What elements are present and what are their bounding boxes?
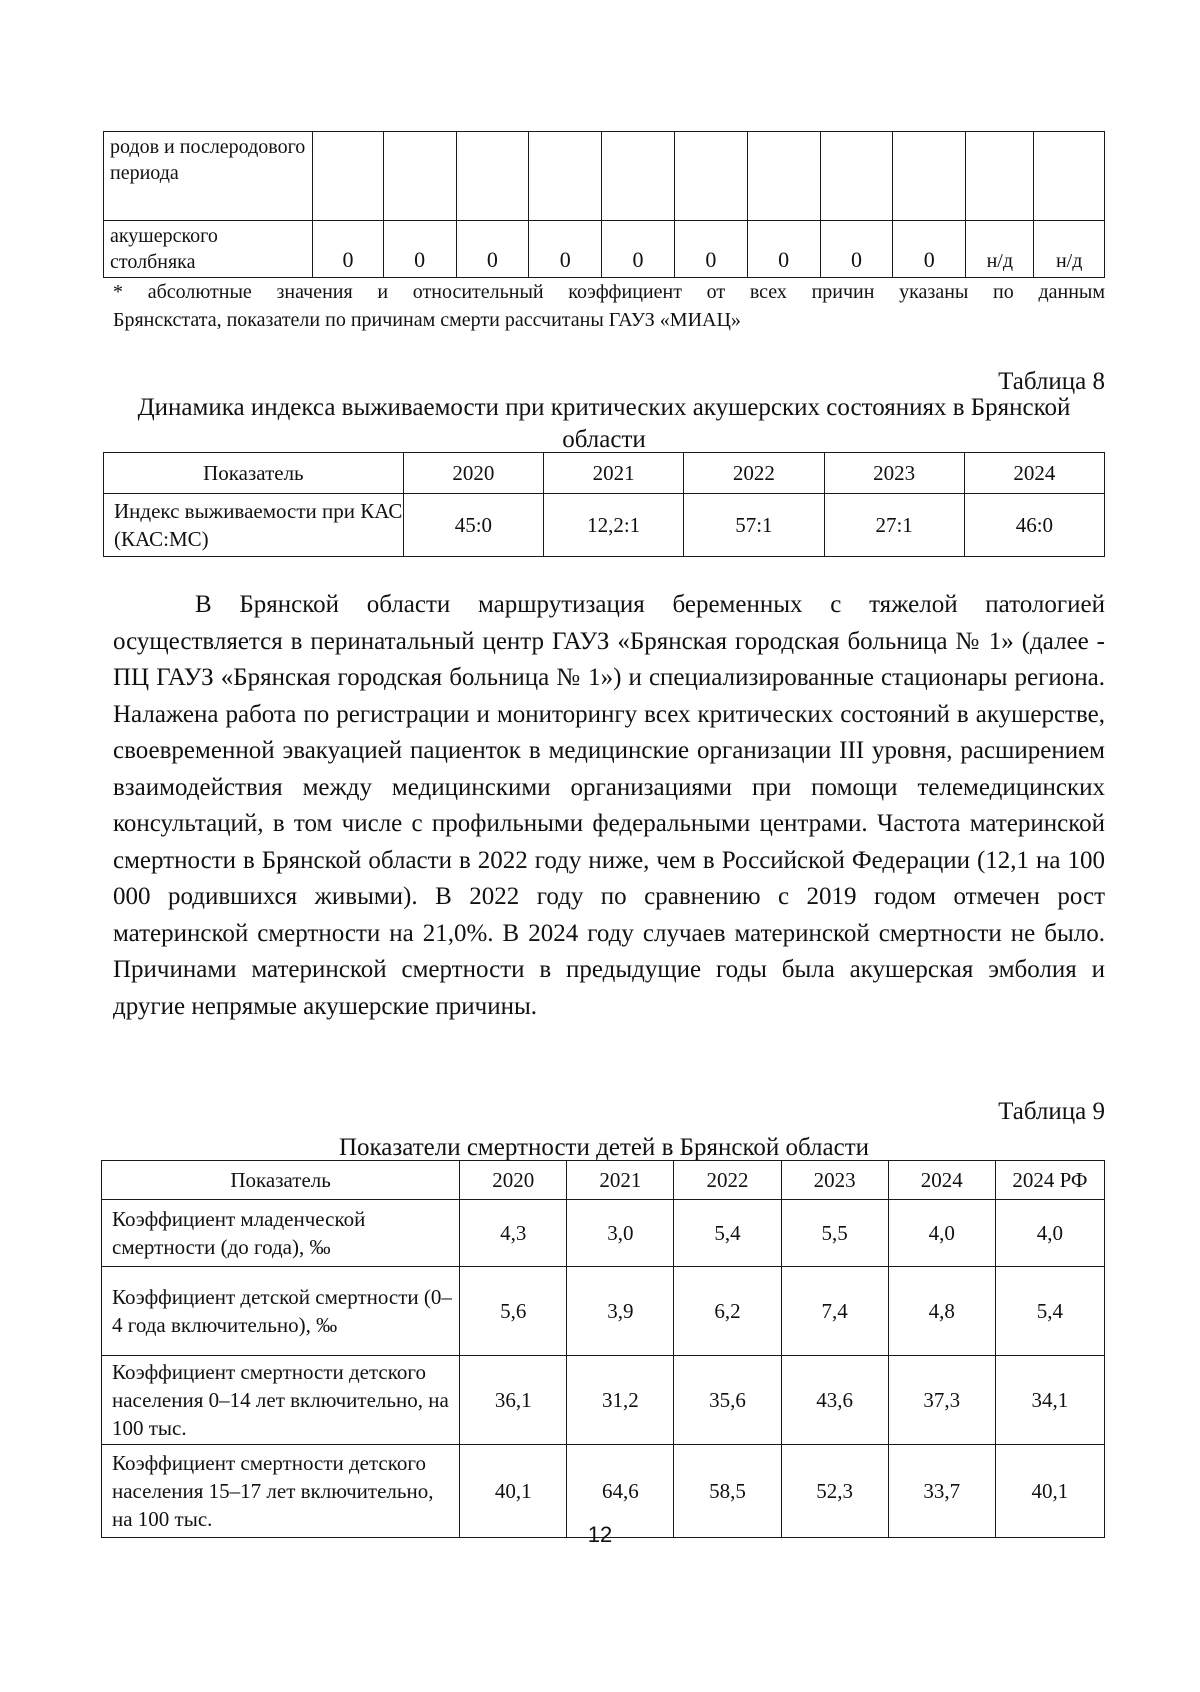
table-cell (674, 132, 747, 221)
table-cell (966, 132, 1034, 221)
table-cell: 37,3 (888, 1356, 995, 1445)
table-cell (456, 132, 529, 221)
table-row (104, 494, 1105, 557)
table-cell: 6,2 (674, 1267, 781, 1356)
row-label: Индекс выживаемости при КАС (КАС:МС) (104, 494, 404, 557)
table-row (104, 221, 1105, 278)
table-cell: 40,1 (460, 1445, 567, 1538)
table-cell: 57:1 (684, 494, 824, 557)
footnote-line: * абсолютные значения и относительный коэффициент от всех причин указаны по данным (113, 281, 1105, 303)
table-cell: 5,6 (460, 1267, 567, 1356)
table-cell: 0 (893, 221, 966, 278)
table8-caption: Таблица 8 (998, 368, 1105, 395)
table-row (102, 1356, 1105, 1445)
table-header-row (102, 1161, 1105, 1200)
table-cell: 0 (529, 221, 602, 278)
row-label: Коэффициент младенческой смертности (до года), ‰ (102, 1200, 460, 1267)
table-cell (1034, 132, 1105, 221)
table-cell (820, 132, 893, 221)
table-cell: 5,4 (674, 1200, 781, 1267)
column-header: 2024 (964, 453, 1104, 494)
table9-title: Показатели смертности детей в Брянской области (338, 1134, 870, 1161)
column-header: 2023 (781, 1161, 888, 1200)
column-header: 2021 (567, 1161, 674, 1200)
row-label: родов и послеродового периода (104, 132, 313, 221)
table-cell: 43,6 (781, 1356, 888, 1445)
table-cell: 0 (456, 221, 529, 278)
table-cell: 4,3 (460, 1200, 567, 1267)
table-cell: 12,2:1 (543, 494, 683, 557)
column-header: 2022 (674, 1161, 781, 1200)
table-cell: 33,7 (888, 1445, 995, 1538)
column-header: 2020 (403, 453, 543, 494)
page-number: 12 (587, 1522, 613, 1547)
table-cell (313, 132, 384, 221)
table-cell: 7,4 (781, 1267, 888, 1356)
table-cell: 4,0 (888, 1200, 995, 1267)
column-header: 2024 (888, 1161, 995, 1200)
table-cell: 52,3 (781, 1445, 888, 1538)
row-label: акушерского столбняка (104, 221, 313, 278)
table-cell: 0 (313, 221, 384, 278)
table-cell: н/д (1034, 221, 1105, 278)
table-cell (602, 132, 675, 221)
row-label: Коэффициент детской смертности (0–4 года включительно), ‰ (102, 1267, 460, 1356)
table-cell: 0 (674, 221, 747, 278)
table-cell: 0 (383, 221, 456, 278)
table-cell: 0 (820, 221, 893, 278)
table-cell: 3,0 (567, 1200, 674, 1267)
table-row (104, 132, 1105, 221)
table-cell (529, 132, 602, 221)
table-cell: 0 (602, 221, 675, 278)
table-row (102, 1200, 1105, 1267)
table-cell (383, 132, 456, 221)
table-cell: 3,9 (567, 1267, 674, 1356)
table9-caption: Таблица 9 (998, 1098, 1105, 1125)
footnote-line: Брянскстата, показатели по причинам смерти рассчитаны ГАУЗ «МИАЦ» (113, 309, 741, 331)
paragraph: В Брянской области маршрутизация беременных с тяжелой патологией осуществляется в перинатальный центр ГАУЗ «Брянская городская больница № 1» (далее - ПЦ ГАУЗ «Брянская городская больница № 1») и специализированные стационары региона. Налажена работа по регистрации и мониторингу всех критических состояний в акушерстве, своевременной эвакуацией пациенток в медицинские организации III уровня, расширением взаимодействия между медицинскими организациями при помощи телемедицинских консультаций, в том числе с профильными федеральными центрами. Частота материнской смертности в Брянской области в 2022 году ниже, чем в Российской Федерации (12,1 на 100 000 родившихся живыми). В 2022 году по сравнению с 2019 годом отмечен рост материнской смертности на 21,0%. В 2024 году случаев материнской смертности не было. Причинами материнской смертности в предыдущие годы была акушерская эмболия и другие непрямые акушерские причины. (113, 591, 1105, 1020)
table-cell: н/д (966, 221, 1034, 278)
column-header: Показатель (102, 1161, 460, 1200)
table-cell (893, 132, 966, 221)
table-cell: 4,8 (888, 1267, 995, 1356)
table-cell: 45:0 (403, 494, 543, 557)
body-text (113, 587, 1105, 1025)
table-cell (747, 132, 820, 221)
table-row (102, 1267, 1105, 1356)
column-header: 2022 (684, 453, 824, 494)
table9 (101, 1160, 1105, 1538)
table-cell: 36,1 (460, 1356, 567, 1445)
row-label: Коэффициент смертности детского населения 15–17 лет включительно, на 100 тыс. (102, 1445, 460, 1538)
table8-title: Динамика индекса выживаемости при критических акушерских состояниях в Брянской области (137, 394, 1071, 453)
footnote (113, 278, 1105, 334)
table8 (103, 452, 1105, 557)
table-cell: 5,4 (995, 1267, 1104, 1356)
table-cell: 58,5 (674, 1445, 781, 1538)
table-header-row (104, 453, 1105, 494)
column-header: 2024 РФ (995, 1161, 1104, 1200)
column-header: 2021 (543, 453, 683, 494)
table-cell: 35,6 (674, 1356, 781, 1445)
table-cell: 5,5 (781, 1200, 888, 1267)
continuation-table (103, 131, 1105, 278)
table-cell: 34,1 (995, 1356, 1104, 1445)
column-header: 2020 (460, 1161, 567, 1200)
table-cell: 27:1 (824, 494, 964, 557)
table-cell: 40,1 (995, 1445, 1104, 1538)
column-header: Показатель (104, 453, 404, 494)
table-cell: 4,0 (995, 1200, 1104, 1267)
table-cell: 64,6 (567, 1445, 674, 1538)
column-header: 2023 (824, 453, 964, 494)
table-cell: 0 (747, 221, 820, 278)
table-cell: 31,2 (567, 1356, 674, 1445)
row-label: Коэффициент смертности детского населения 0–14 лет включительно, на 100 тыс. (102, 1356, 460, 1445)
table-cell: 46:0 (964, 494, 1104, 557)
